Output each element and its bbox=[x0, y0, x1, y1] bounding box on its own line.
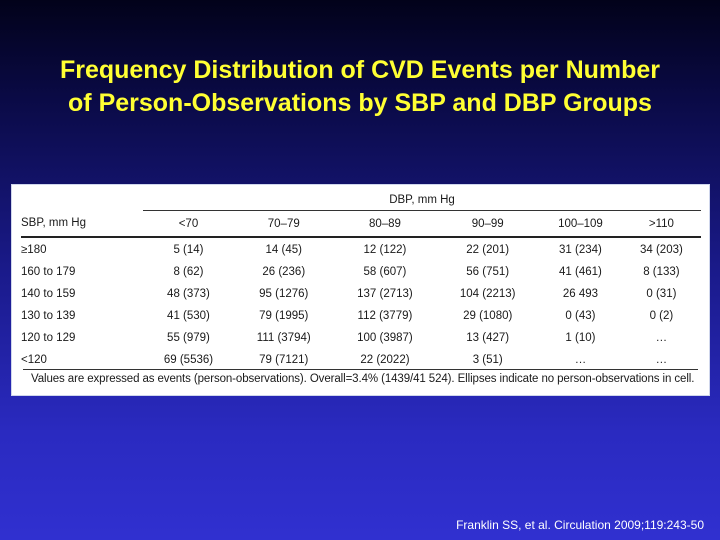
title-line-1: Frequency Distribution of CVD Events per Number bbox=[59, 56, 661, 84]
row-label: 140 to 159 bbox=[21, 288, 76, 300]
table-row bbox=[21, 327, 701, 349]
row-label: 160 to 179 bbox=[21, 266, 76, 278]
table-cell: 8 (62) bbox=[173, 266, 204, 278]
table-cell: 12 (122) bbox=[363, 244, 407, 256]
table-row bbox=[21, 305, 701, 327]
table-cell: 111 (3794) bbox=[256, 332, 311, 344]
column-header-row bbox=[21, 211, 701, 238]
table-cell: 79 (1995) bbox=[259, 310, 309, 322]
table-cell: 5 (14) bbox=[173, 244, 204, 256]
table-panel bbox=[11, 184, 710, 396]
table-cell: 26 (236) bbox=[262, 266, 306, 278]
slide-title bbox=[0, 54, 720, 120]
table-cell: 0 (43) bbox=[565, 310, 596, 322]
column-header: >110 bbox=[622, 211, 701, 238]
table-cell: 8 (133) bbox=[643, 266, 680, 278]
title-line-2: of Person-Observations by SBP and DBP Groups bbox=[68, 89, 652, 117]
table-cell: 69 (5536) bbox=[163, 354, 214, 366]
row-label: ≥180 bbox=[21, 244, 47, 256]
column-header: 80–89 bbox=[334, 211, 437, 238]
table-row bbox=[21, 261, 701, 283]
table-cell: 0 (31) bbox=[646, 288, 677, 300]
row-label: 120 to 129 bbox=[21, 332, 76, 344]
table-cell: 41 (530) bbox=[167, 310, 210, 322]
table-cell: 112 (3779) bbox=[357, 310, 413, 322]
table-footnote bbox=[23, 369, 698, 385]
group-header-row bbox=[21, 185, 701, 211]
table-row bbox=[21, 349, 701, 371]
column-header: 90–99 bbox=[436, 211, 539, 238]
row-label: 130 to 139 bbox=[21, 310, 76, 322]
table-cell: 14 (45) bbox=[265, 244, 302, 256]
column-header: 100–109 bbox=[539, 211, 622, 238]
sbp-row-header: SBP, mm Hg bbox=[21, 211, 143, 238]
table-cell: 31 (234) bbox=[559, 244, 602, 256]
table-cell: 0 (2) bbox=[649, 310, 674, 322]
table-cell: 95 (1276) bbox=[259, 288, 309, 300]
table-cell: … bbox=[574, 354, 587, 366]
table-cell: 48 (373) bbox=[167, 288, 210, 300]
table-cell: 34 (203) bbox=[639, 244, 683, 256]
table-cell: 26 493 bbox=[562, 288, 599, 300]
column-header: <70 bbox=[143, 211, 234, 238]
table-cell: 58 (607) bbox=[363, 266, 407, 278]
table-cell: 55 (979) bbox=[167, 332, 210, 344]
table-row bbox=[21, 283, 701, 305]
table-cell: 79 (7121) bbox=[259, 354, 309, 366]
table-cell: 3 (51) bbox=[472, 354, 503, 366]
column-header: 70–79 bbox=[234, 211, 334, 238]
table-cell: 29 (1080) bbox=[463, 310, 513, 322]
table-cell: 1 (10) bbox=[565, 332, 596, 344]
table-row bbox=[21, 237, 701, 261]
table-cell: 22 (2022) bbox=[360, 354, 410, 366]
table-cell: 41 (461) bbox=[559, 266, 602, 278]
table-cell: 56 (751) bbox=[466, 266, 510, 278]
table-cell: 22 (201) bbox=[466, 244, 510, 256]
dbp-group-header: DBP, mm Hg bbox=[143, 185, 701, 211]
footnote-text: Values are expressed as events (person-observations). Overall=3.4% (1439/41 524). Ellipses indicate no person-observations in cell. bbox=[31, 373, 695, 385]
citation: Franklin SS, et al. Circulation 2009;119:243-50 bbox=[456, 518, 704, 532]
table-cell: 100 (3987) bbox=[357, 332, 413, 344]
row-label: <120 bbox=[21, 354, 47, 366]
table-cell: … bbox=[655, 332, 668, 344]
table-cell: 104 (2213) bbox=[459, 288, 516, 300]
table-cell: … bbox=[655, 354, 668, 366]
table-cell: 13 (427) bbox=[466, 332, 510, 344]
distribution-table bbox=[21, 185, 701, 371]
table-cell: 137 (2713) bbox=[357, 288, 413, 300]
